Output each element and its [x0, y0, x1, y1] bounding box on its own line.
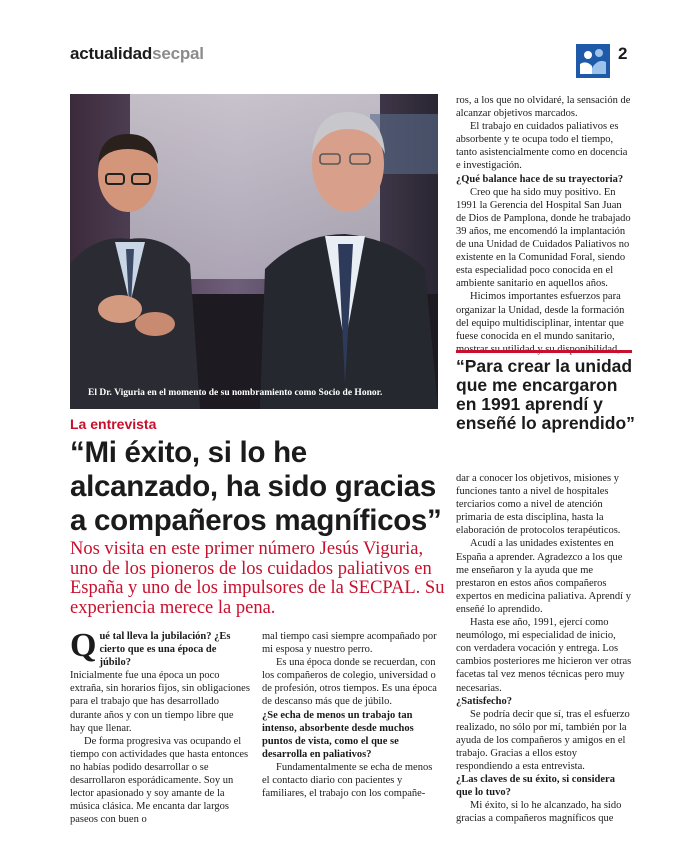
answer-paragraph: Mi éxito, si lo he alcanzado, ha sido gracias a compañeros magníficos que [456, 800, 622, 825]
answer-paragraph: Acudí a las unidades existentes en España a aprender. Agradezco a los que me enseñaron y la ayuda que me prestaron en estos años compañeros expertos en medicina paliativa. Aprendí y enseñé lo aprendido. [456, 538, 631, 615]
answer-paragraph: ros, a los que no olvidaré, la sensación de alcanzar objetivos marcados. [456, 95, 631, 120]
photo-illustration [70, 94, 438, 409]
answer-paragraph: Fundamentalmente se echa de menos el contacto diario con pacientes y familiares, el trabajo con los compañe- [262, 761, 433, 800]
answer-paragraph: mal tiempo casi siempre acompañado por mi esposa y nuestro perro. [262, 631, 437, 656]
answer-paragraph: De forma progresiva vas ocupando el tiempo con actividades que hasta entonces no habías podido desarrollar o se desarrollaron esporádicamente. Soy un lector apasionado y soy amante de la música clásica. Me encanta dar largos paseos con buen o [70, 735, 249, 826]
answer-paragraph: Creo que ha sido muy positivo. En 1991 la Gerencia del Hospital San Juan de Dios de Pamplona, donde he trabajado 39 años, me encomendó la implantación de una Unidad de Cuidados Paliativos no existente en la Comunidad Foral, siendo esta especialidad poco conocida en el ambiente sanitario en aquellos años. [456, 186, 631, 290]
question: ¿Qué balance hace de su trayectoria? [456, 173, 624, 185]
secpal-logo-icon [576, 44, 610, 78]
question: ¿Satisfecho? [456, 695, 512, 707]
answer-paragraph: Inicialmente fue una época un poco extraña, sin horarios fijos, sin obligaciones para el trabajo que has desarrollado durante años y con un tiempo libre que hay que llenar. [70, 670, 250, 734]
brand-bold: actualidad [70, 44, 153, 63]
pull-quote-rule [456, 350, 632, 353]
answer-paragraph: Se podría decir que sí, tras el esfuerzo realizado, no sólo por mí, también por la ayuda de los compañeros y amigos en el trabajo. Gracias a ellos estoy respondiendo a esta entrevista. [456, 708, 630, 773]
question: ué tal lleva la jubilación? ¿Es cierto que es una época de júbilo? [99, 631, 231, 669]
drop-cap: Q [70, 627, 97, 664]
photo-caption: El Dr. Viguria en el momento de su nombramiento como Socio de Honor. [88, 388, 383, 398]
pull-quote: “Para crear la unidad que me encargaron en 1991 aprendí y enseñé lo aprendido” [456, 356, 635, 433]
question: ¿Las claves de su éxito, si considera que lo tuvo? [456, 774, 615, 799]
lead-paragraph: Nos visita en este primer número Jesús Viguria, uno de los pioneros de los cuidados paliativos en España y uno de los impulsores de la SECPAL. Su experiencia merece la pena. [70, 539, 445, 618]
body-column-3-top [456, 94, 632, 356]
answer-paragraph: Hasta ese año, 1991, ejercí como neumólogo, mi especialidad de inicio, con verdadera vocación y entrega. Los cambios posteriores me hicieron ver otras facetas tal vez menos técnicas pero muy necesarias. [456, 617, 632, 694]
answer-paragraph: El trabajo en cuidados paliativos es absorbente y te ocupa todo el tiempo, tanto asistencialmente como en docencia e investigación. [456, 121, 628, 172]
masthead [70, 44, 204, 64]
body-column-1 [70, 627, 250, 826]
answer-paragraph: Es una época donde se recuerdan, con los compañeros de colegio, universidad o de profesión, otros tiempos. Es una época de descanso más que de júbilo. [262, 657, 437, 708]
article-photo [70, 94, 438, 409]
body-column-2 [262, 630, 442, 800]
answer-paragraph: Hicimos importantes esfuerzos para organizar la Unidad, desde la formación del equipo multidisciplinar, intentar que fuese conocida en el mundo sanitario, [456, 291, 625, 342]
headline: “Mi éxito, si lo he alcanzado, ha sido gracias a compañeros magníficos” [70, 436, 442, 537]
brand-light: secpal [152, 44, 204, 63]
section-label: La entrevista [70, 416, 157, 432]
body-column-3-bottom [456, 472, 632, 826]
question: ¿Se echa de menos un trabajo tan intenso, absorbente desde muchos puntos de vista, como el que se desarrolla en paliativos? [262, 709, 414, 760]
answer-paragraph: dar a conocer los objetivos, misiones y funciones tanto a nivel de hospitales terciarios como a nivel de atención primaria de esta disciplina, hasta la elaboración de protocolos terapéuticos. [456, 473, 621, 537]
page-number: 2 [618, 44, 628, 63]
